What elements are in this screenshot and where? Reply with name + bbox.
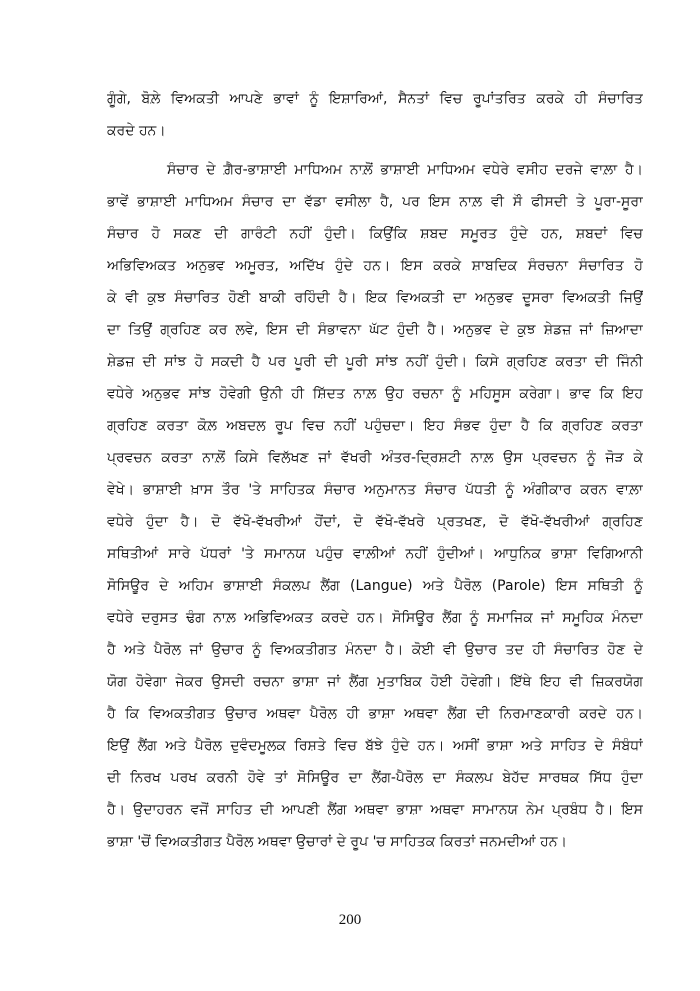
text-line: ਸ਼ੇਡਜ਼ ਦੀ ਸਾਂਝ ਹੋ ਸਕਦੀ ਹੈ ਪਰ ਪੂਰੀ ਦੀ ਪੂਰੀ ਸਾਂਝ ਨਹੀਂ ਹੁੰਦੀ। ਕਿਸੇ ਗ੍ਰਹਿਣ ਕਰਤਾ ਦੀ ਜਿੰਨੀ <box>107 354 643 370</box>
text-line: ਵਧੇਰੇ ਅਨੁਭਵ ਸਾਂਝ ਹੋਵੇਗੀ ਉਨੀ ਹੀ ਸ਼ਿੱਦਤ ਨਾਲ਼ ਉਹ ਰਚਨਾ ਨੂੰ ਮਹਿਸੂਸ ਕਰੇਗਾ। ਭਾਵ ਕਿ ਇਹ <box>107 386 643 402</box>
text-line: ਸੋਸਿਊਰ ਦੇ ਅਹਿਮ ਭਾਸ਼ਾਈ ਸੰਕਲਪ ਲੈਂਗ (Langue) ਅਤੇ ਪੈਰੋਲ (Parole) ਇਸ ਸਥਿਤੀ ਨੂੰ <box>107 578 643 594</box>
text-line: ਪ੍ਰਵਚਨ ਕਰਤਾ ਨਾਲ਼ੋਂ ਕਿਸੇ ਵਿਲੱਖਣ ਜਾਂ ਵੱਖਰੀ ਅੰਤਰ-ਦ੍ਰਿਸ਼ਟੀ ਨਾਲ਼ ਉਸ ਪ੍ਰਵਚਨ ਨੂੰ ਜੋੜ ਕੇ <box>107 450 643 466</box>
page-number: 200 <box>338 912 362 928</box>
text-line: ਯੋਗ ਹੋਵੇਗਾ ਜੇਕਰ ਉਸਦੀ ਰਚਨਾ ਭਾਸ਼ਾ ਜਾਂ ਲੈਂਗ ਮੁਤਾਬਿਕ ਹੋਈ ਹੋਵੇਗੀ। ਇੱਥੇ ਇਹ ਵੀ ਜ਼ਿਕਰਯੋਗ <box>107 674 643 690</box>
paragraph-gap <box>107 147 643 154</box>
paragraph-1 <box>107 83 643 147</box>
text-line: ਹੈ। ਉਦਾਹਰਨ ਵਜੋਂ ਸਾਹਿਤ ਦੀ ਆਪਣੀ ਲੈਂਗ ਅਥਵਾ ਭਾਸ਼ਾ ਅਥਵਾ ਸਾਮਾਨਯ ਨੇਮ ਪ੍ਰਬੰਧ ਹੈ। ਇਸ <box>107 802 643 818</box>
text-line: ਵਧੇਰੇ ਹੁੰਦਾ ਹੈ। ਦੋ ਵੱਖੋ-ਵੱਖਰੀਆਂ ਹੋਂਦਾਂ, ਦੋ ਵੱਖੋ-ਵੱਖਰੇ ਪ੍ਰਤਖਣ, ਦੋ ਵੱਖੋ-ਵੱਖਰੀਆਂ ਗ੍ਰਹਿਣ <box>107 514 643 530</box>
text-line: ਵਧੇਰੇ ਦਰੁਸਤ ਢੰਗ ਨਾਲ਼ ਅਭਿਵਿਅਕਤ ਕਰਦੇ ਹਨ। ਸੋਸਿਊਰ ਲੈਂਗ ਨੂੰ ਸਮਾਜਿਕ ਜਾਂ ਸਮੂਹਿਕ ਮੰਨਦਾ <box>107 610 643 626</box>
text-line: ਹੈ ਅਤੇ ਪੈਰੋਲ ਜਾਂ ਉਚਾਰ ਨੂੰ ਵਿਅਕਤੀਗਤ ਮੰਨਦਾ ਹੈ। ਕੋਈ ਵੀ ਉਚਾਰ ਤਦ ਹੀ ਸੰਚਾਰਿਤ ਹੋਣ ਦੇ <box>107 642 643 658</box>
text-line: ਕਰਦੇ ਹਨ। <box>107 123 166 139</box>
text-line: ਸੰਚਾਰ ਹੋ ਸਕਣ ਦੀ ਗਾਰੰਟੀ ਨਹੀਂ ਹੁੰਦੀ। ਕਿਉਂਕਿ ਸ਼ਬਦ ਸਮੂਰਤ ਹੁੰਦੇ ਹਨ, ਸ਼ਬਦਾਂ ਵਿਚ <box>107 226 643 242</box>
body-text <box>107 83 643 858</box>
paragraph-2 <box>107 154 643 858</box>
text-line: ਦਾ ਤਿਉਂ ਗ੍ਰਹਿਣ ਕਰ ਲਵੇ, ਇਸ ਦੀ ਸੰਭਾਵਨਾ ਘੱਟ ਹੁੰਦੀ ਹੈ। ਅਨੁਭਵ ਦੇ ਕੁਝ ਸ਼ੇਡਜ਼ ਜਾਂ ਜ਼ਿਆਦਾ <box>107 322 643 338</box>
text-line: ਕੇ ਵੀ ਕੁਝ ਸੰਚਾਰਿਤ ਹੋਣੀ ਬਾਕੀ ਰਹਿੰਦੀ ਹੈ। ਇਕ ਵਿਅਕਤੀ ਦਾ ਅਨੁਭਵ ਦੂਸਰਾ ਵਿਅਕਤੀ ਜਿਉਂ <box>107 290 643 306</box>
text-line: ਦੀ ਨਿਰਖ ਪਰਖ ਕਰਨੀ ਹੋਵੇ ਤਾਂ ਸੋਸਿਊਰ ਦਾ ਲੈਂਗ-ਪੈਰੋਲ ਦਾ ਸੰਕਲਪ ਬੇਹੱਦ ਸਾਰਥਕ ਸਿੱਧ ਹੁੰਦਾ <box>107 770 643 786</box>
text-line: ਵੇਖੇ। ਭਾਸ਼ਾਈ ਖ਼ਾਸ ਤੌਰ 'ਤੇ ਸਾਹਿਤਕ ਸੰਚਾਰ ਅਨੁਮਾਨਤ ਸੰਚਾਰ ਪੱਧਤੀ ਨੂੰ ਅੰਗੀਕਾਰ ਕਰਨ ਵਾਲ਼ਾ <box>107 482 643 498</box>
text-line: ਅਭਿਵਿਅਕਤ ਅਨੁਭਵ ਅਮੂਰਤ, ਅਦਿੱਖ ਹੁੰਦੇ ਹਨ। ਇਸ ਕਰਕੇ ਸ਼ਾਬਦਿਕ ਸੰਰਚਨਾ ਸੰਚਾਰਿਤ ਹੋ <box>107 258 643 274</box>
text-line: ਭਾਵੇਂ ਭਾਸ਼ਾਈ ਮਾਧਿਅਮ ਸੰਚਾਰ ਦਾ ਵੱਡਾ ਵਸੀਲਾ ਹੈ, ਪਰ ਇਸ ਨਾਲ਼ ਵੀ ਸੌ ਫੀਸਦੀ ਤੇ ਪੂਰਾ-ਸੂਰਾ <box>107 194 643 210</box>
text-line: ਭਾਸ਼ਾ 'ਚੋਂ ਵਿਅਕਤੀਗਤ ਪੈਰੋਲ ਅਥਵਾ ਉਚਾਰਾਂ ਦੇ ਰੂਪ 'ਚ ਸਾਹਿਤਕ ਕਿਰਤਾਂ ਜਨਮਦੀਆਂ ਹਨ। <box>107 834 567 850</box>
text-line: ਗ੍ਰਹਿਣ ਕਰਤਾ ਕੋਲ਼ ਅਬਦਲ ਰੂਪ ਵਿਚ ਨਹੀਂ ਪਹੁੰਚਦਾ। ਇਹ ਸੰਭਵ ਹੁੰਦਾ ਹੈ ਕਿ ਗ੍ਰਹਿਣ ਕਰਤਾ <box>107 418 643 434</box>
text-line: ਸਥਿਤੀਆਂ ਸਾਰੇ ਪੱਧਰਾਂ 'ਤੇ ਸਮਾਨਯ ਪਹੁੰਚ ਵਾਲ਼ੀਆਂ ਨਹੀਂ ਹੁੰਦੀਆਂ। ਆਧੁਨਿਕ ਭਾਸ਼ਾ ਵਿਗਿਆਨੀ <box>107 546 643 562</box>
text-line: ਸੰਚਾਰ ਦੇ ਗ਼ੈਰ-ਭਾਸ਼ਾਈ ਮਾਧਿਅਮ ਨਾਲ਼ੋਂ ਭਾਸ਼ਾਈ ਮਾਧਿਅਮ ਵਧੇਰੇ ਵਸੀਹ ਦਰਜੇ ਵਾਲ਼ਾ ਹੈ। <box>167 162 643 178</box>
text-line: ਹੈ ਕਿ ਵਿਅਕਤੀਗਤ ਉਚਾਰ ਅਥਵਾ ਪੈਰੋਲ ਹੀ ਭਾਸ਼ਾ ਅਥਵਾ ਲੈਂਗ ਦੀ ਨਿਰਮਾਣਕਾਰੀ ਕਰਦੇ ਹਨ। <box>107 706 643 722</box>
text-line: ਗੂੰਗੇ, ਬੋਲ਼ੇ ਵਿਅਕਤੀ ਆਪਣੇ ਭਾਵਾਂ ਨੂੰ ਇਸ਼ਾਰਿਆਂ, ਸੈਨਤਾਂ ਵਿਚ ਰੂਪਾਂਤਰਿਤ ਕਰਕੇ ਹੀ ਸੰਚਾਰਿਤ <box>107 91 643 107</box>
text-line: ਇਉਂ ਲੈਂਗ ਅਤੇ ਪੈਰੋਲ ਦੁਵੰਦਮੂਲਕ ਰਿਸ਼ਤੇ ਵਿਚ ਬੱਝੇ ਹੁੰਦੇ ਹਨ। ਅਸੀਂ ਭਾਸ਼ਾ ਅਤੇ ਸਾਹਿਤ ਦੇ ਸੰਬੰਧਾਂ <box>107 738 643 754</box>
